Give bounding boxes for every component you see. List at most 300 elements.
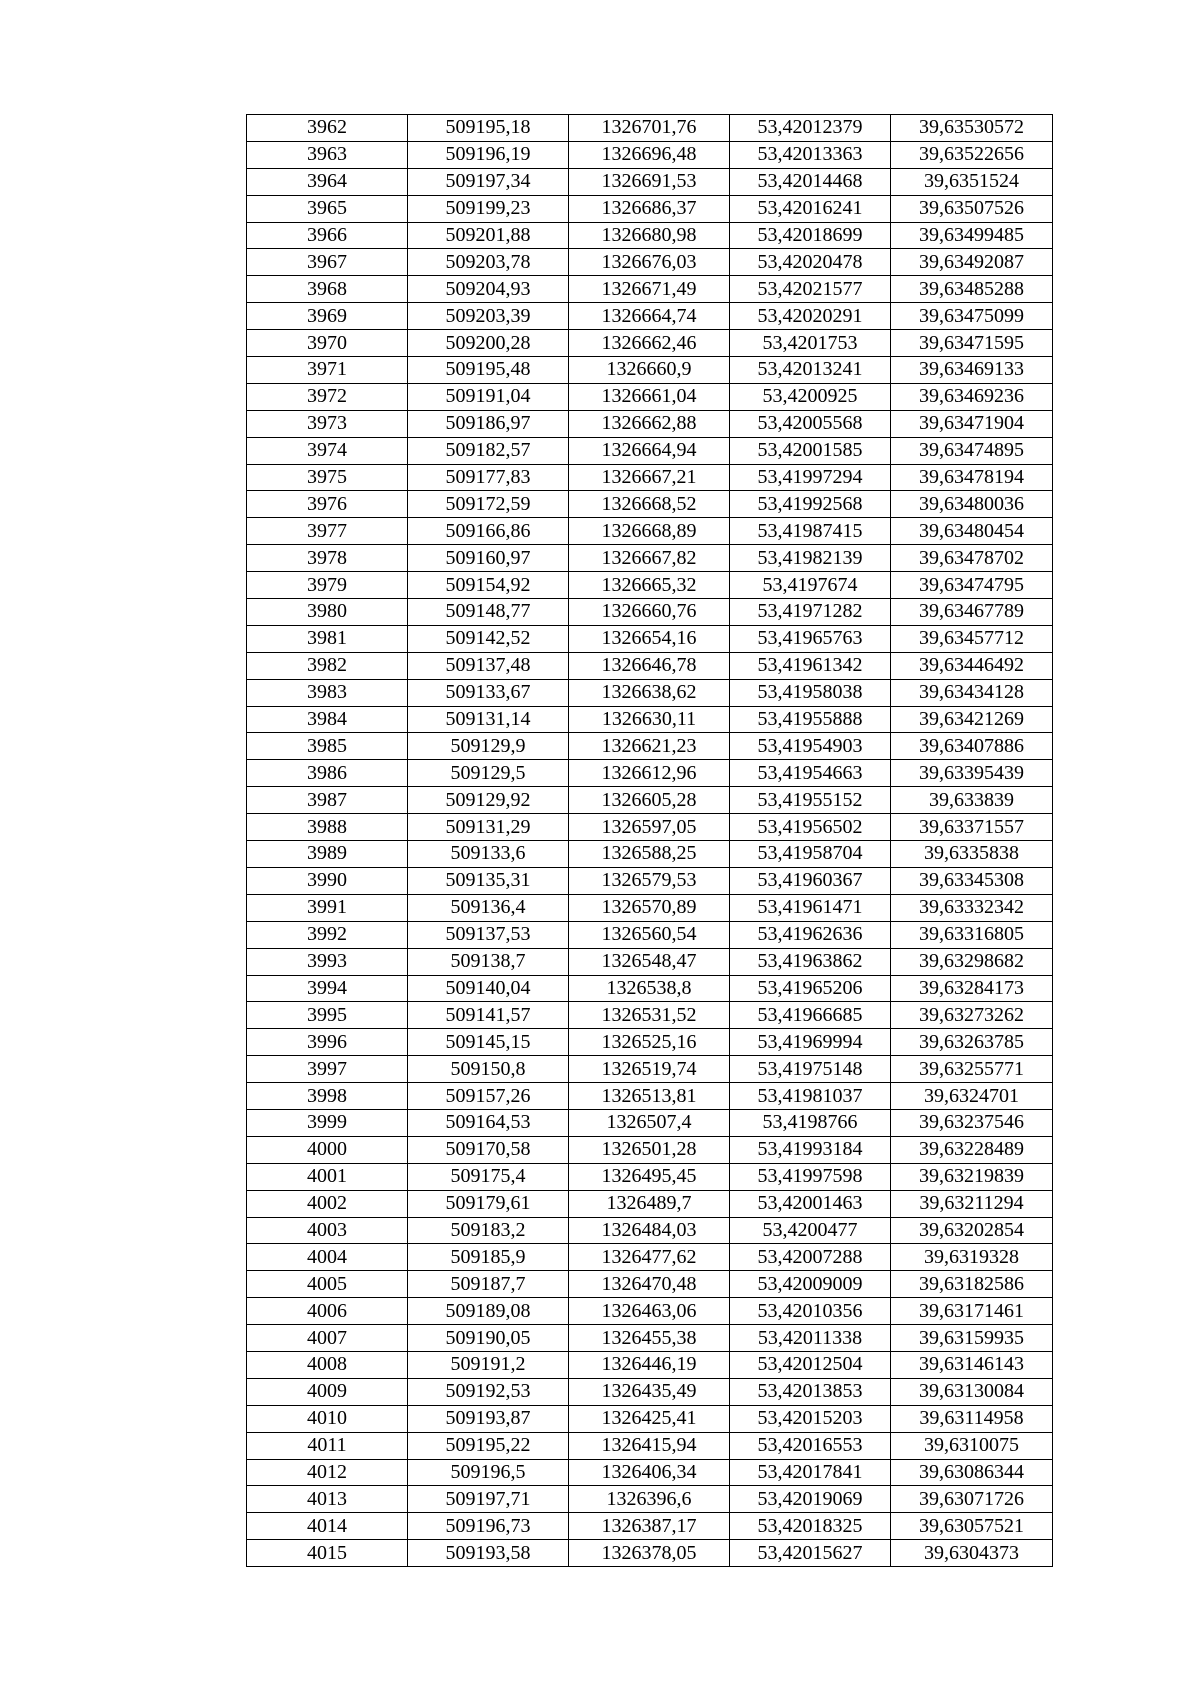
cell-y: 1326525,16: [569, 1029, 730, 1056]
cell-y: 1326664,74: [569, 303, 730, 330]
cell-lon: 39,63469236: [891, 383, 1053, 410]
cell-x: 509142,52: [408, 625, 569, 652]
cell-point: 3981: [247, 625, 408, 652]
cell-lon: 39,63130084: [891, 1378, 1053, 1405]
cell-lon: 39,63421269: [891, 706, 1053, 733]
cell-x: 509160,97: [408, 545, 569, 572]
cell-point: 3991: [247, 894, 408, 921]
table-row: [247, 545, 1053, 572]
cell-y: 1326597,05: [569, 814, 730, 841]
cell-lon: 39,63211294: [891, 1190, 1053, 1217]
cell-lon: 39,63485288: [891, 276, 1053, 303]
table-row: [247, 733, 1053, 760]
cell-y: 1326662,46: [569, 330, 730, 357]
cell-lon: 39,6351524: [891, 168, 1053, 195]
cell-y: 1326696,48: [569, 141, 730, 168]
cell-lat: 53,41961342: [730, 652, 891, 679]
cell-lon: 39,633839: [891, 787, 1053, 814]
cell-lat: 53,41966685: [730, 1002, 891, 1029]
cell-y: 1326638,62: [569, 679, 730, 706]
cell-x: 509183,2: [408, 1217, 569, 1244]
table-row: [247, 1351, 1053, 1378]
cell-point: 3973: [247, 410, 408, 437]
table-row: [247, 330, 1053, 357]
cell-x: 509191,2: [408, 1351, 569, 1378]
cell-lon: 39,63202854: [891, 1217, 1053, 1244]
cell-lat: 53,41965206: [730, 975, 891, 1002]
cell-point: 3965: [247, 195, 408, 222]
cell-point: 3983: [247, 679, 408, 706]
cell-x: 509196,73: [408, 1513, 569, 1540]
cell-lon: 39,63492087: [891, 249, 1053, 276]
cell-lon: 39,6324701: [891, 1083, 1053, 1110]
cell-point: 3997: [247, 1056, 408, 1083]
cell-y: 1326665,32: [569, 572, 730, 599]
cell-lat: 53,42020291: [730, 303, 891, 330]
cell-lon: 39,6319328: [891, 1244, 1053, 1271]
cell-lat: 53,41997598: [730, 1163, 891, 1190]
cell-point: 3993: [247, 948, 408, 975]
cell-lon: 39,63530572: [891, 115, 1053, 142]
cell-point: 4015: [247, 1540, 408, 1567]
cell-lat: 53,42011338: [730, 1325, 891, 1352]
cell-y: 1326667,82: [569, 545, 730, 572]
cell-lat: 53,4201753: [730, 330, 891, 357]
table-row: [247, 276, 1053, 303]
cell-y: 1326396,6: [569, 1486, 730, 1513]
table-row: [247, 141, 1053, 168]
table-row: [247, 1405, 1053, 1432]
cell-x: 509154,92: [408, 572, 569, 599]
cell-lon: 39,63469133: [891, 357, 1053, 384]
cell-lon: 39,63457712: [891, 625, 1053, 652]
cell-y: 1326495,45: [569, 1163, 730, 1190]
cell-lat: 53,41958704: [730, 841, 891, 868]
cell-y: 1326668,52: [569, 491, 730, 518]
cell-lon: 39,63237546: [891, 1109, 1053, 1136]
cell-point: 3986: [247, 760, 408, 787]
cell-y: 1326671,49: [569, 276, 730, 303]
cell-point: 3978: [247, 545, 408, 572]
table-row: [247, 1056, 1053, 1083]
cell-point: 3976: [247, 491, 408, 518]
cell-lat: 53,42009009: [730, 1271, 891, 1298]
cell-y: 1326501,28: [569, 1136, 730, 1163]
cell-lat: 53,4198766: [730, 1109, 891, 1136]
cell-lat: 53,42005568: [730, 410, 891, 437]
table-row: [247, 867, 1053, 894]
cell-lon: 39,63446492: [891, 652, 1053, 679]
cell-point: 4004: [247, 1244, 408, 1271]
cell-y: 1326484,03: [569, 1217, 730, 1244]
cell-lat: 53,42012379: [730, 115, 891, 142]
table-row: [247, 1513, 1053, 1540]
cell-lon: 39,63228489: [891, 1136, 1053, 1163]
cell-y: 1326406,34: [569, 1459, 730, 1486]
cell-lon: 39,63086344: [891, 1459, 1053, 1486]
cell-y: 1326378,05: [569, 1540, 730, 1567]
table-row: [247, 652, 1053, 679]
cell-x: 509192,53: [408, 1378, 569, 1405]
cell-y: 1326455,38: [569, 1325, 730, 1352]
table-row: [247, 1029, 1053, 1056]
cell-lon: 39,63219839: [891, 1163, 1053, 1190]
cell-lon: 39,63395439: [891, 760, 1053, 787]
cell-y: 1326489,7: [569, 1190, 730, 1217]
cell-lat: 53,42015627: [730, 1540, 891, 1567]
cell-lon: 39,63467789: [891, 599, 1053, 626]
cell-lat: 53,42013363: [730, 141, 891, 168]
table-row: [247, 572, 1053, 599]
table-row: [247, 168, 1053, 195]
cell-x: 509177,83: [408, 464, 569, 491]
cell-x: 509157,26: [408, 1083, 569, 1110]
cell-x: 509193,87: [408, 1405, 569, 1432]
cell-lon: 39,63071726: [891, 1486, 1053, 1513]
table-row: [247, 706, 1053, 733]
table-row: [247, 410, 1053, 437]
cell-lat: 53,42001463: [730, 1190, 891, 1217]
cell-point: 4013: [247, 1486, 408, 1513]
cell-y: 1326470,48: [569, 1271, 730, 1298]
cell-lat: 53,42015203: [730, 1405, 891, 1432]
cell-lon: 39,63057521: [891, 1513, 1053, 1540]
cell-lon: 39,63474795: [891, 572, 1053, 599]
cell-point: 3999: [247, 1109, 408, 1136]
cell-x: 509195,22: [408, 1432, 569, 1459]
cell-point: 4007: [247, 1325, 408, 1352]
table-row: [247, 1459, 1053, 1486]
table-row: [247, 115, 1053, 142]
cell-y: 1326660,76: [569, 599, 730, 626]
table-row: [247, 921, 1053, 948]
cell-x: 509150,8: [408, 1056, 569, 1083]
cell-x: 509179,61: [408, 1190, 569, 1217]
cell-lon: 39,63478194: [891, 464, 1053, 491]
cell-y: 1326570,89: [569, 894, 730, 921]
cell-lat: 53,41965763: [730, 625, 891, 652]
cell-lat: 53,41981037: [730, 1083, 891, 1110]
cell-lon: 39,63522656: [891, 141, 1053, 168]
cell-point: 3995: [247, 1002, 408, 1029]
cell-lon: 39,63507526: [891, 195, 1053, 222]
table-row: [247, 222, 1053, 249]
cell-x: 509166,86: [408, 518, 569, 545]
cell-y: 1326691,53: [569, 168, 730, 195]
cell-lat: 53,42017841: [730, 1459, 891, 1486]
cell-point: 4012: [247, 1459, 408, 1486]
cell-point: 3992: [247, 921, 408, 948]
cell-x: 509200,28: [408, 330, 569, 357]
table-row: [247, 383, 1053, 410]
cell-lat: 53,4197674: [730, 572, 891, 599]
table-row: [247, 1378, 1053, 1405]
cell-y: 1326548,47: [569, 948, 730, 975]
cell-lat: 53,41962636: [730, 921, 891, 948]
cell-lat: 53,41997294: [730, 464, 891, 491]
cell-lat: 53,41958038: [730, 679, 891, 706]
cell-lon: 39,63478702: [891, 545, 1053, 572]
cell-point: 3971: [247, 357, 408, 384]
table-row: [247, 1244, 1053, 1271]
cell-lon: 39,63182586: [891, 1271, 1053, 1298]
cell-point: 3970: [247, 330, 408, 357]
cell-x: 509135,31: [408, 867, 569, 894]
cell-point: 3982: [247, 652, 408, 679]
cell-lon: 39,63480454: [891, 518, 1053, 545]
cell-x: 509203,78: [408, 249, 569, 276]
cell-point: 3989: [247, 841, 408, 868]
cell-lon: 39,63499485: [891, 222, 1053, 249]
table-row: [247, 1163, 1053, 1190]
cell-lat: 53,42018325: [730, 1513, 891, 1540]
table-row: [247, 787, 1053, 814]
cell-point: 4009: [247, 1378, 408, 1405]
cell-lon: 39,63273262: [891, 1002, 1053, 1029]
cell-lon: 39,63159935: [891, 1325, 1053, 1352]
cell-y: 1326668,89: [569, 518, 730, 545]
table-row: [247, 975, 1053, 1002]
cell-point: 3994: [247, 975, 408, 1002]
cell-lon: 39,63471595: [891, 330, 1053, 357]
cell-x: 509148,77: [408, 599, 569, 626]
cell-point: 3963: [247, 141, 408, 168]
cell-point: 3972: [247, 383, 408, 410]
cell-y: 1326387,17: [569, 1513, 730, 1540]
cell-x: 509193,58: [408, 1540, 569, 1567]
cell-lat: 53,42014468: [730, 168, 891, 195]
cell-point: 3962: [247, 115, 408, 142]
cell-lon: 39,6335838: [891, 841, 1053, 868]
table-row: [247, 894, 1053, 921]
table-row: [247, 679, 1053, 706]
cell-lat: 53,41969994: [730, 1029, 891, 1056]
cell-y: 1326660,9: [569, 357, 730, 384]
cell-y: 1326463,06: [569, 1298, 730, 1325]
cell-y: 1326477,62: [569, 1244, 730, 1271]
cell-y: 1326662,88: [569, 410, 730, 437]
cell-lat: 53,42019069: [730, 1486, 891, 1513]
table-row: [247, 1002, 1053, 1029]
coordinates-table-body: [247, 115, 1053, 1567]
cell-lat: 53,42016241: [730, 195, 891, 222]
cell-lon: 39,63298682: [891, 948, 1053, 975]
cell-point: 4011: [247, 1432, 408, 1459]
cell-x: 509203,39: [408, 303, 569, 330]
table-row: [247, 948, 1053, 975]
table-row: [247, 1190, 1053, 1217]
cell-y: 1326519,74: [569, 1056, 730, 1083]
table-row: [247, 599, 1053, 626]
cell-point: 3998: [247, 1083, 408, 1110]
cell-point: 4003: [247, 1217, 408, 1244]
table-row: [247, 814, 1053, 841]
cell-y: 1326415,94: [569, 1432, 730, 1459]
table-row: [247, 625, 1053, 652]
cell-point: 3987: [247, 787, 408, 814]
cell-lat: 53,41960367: [730, 867, 891, 894]
cell-point: 3967: [247, 249, 408, 276]
cell-point: 3984: [247, 706, 408, 733]
table-row: [247, 249, 1053, 276]
cell-lon: 39,63371557: [891, 814, 1053, 841]
cell-lon: 39,6310075: [891, 1432, 1053, 1459]
table-row: [247, 195, 1053, 222]
cell-y: 1326661,04: [569, 383, 730, 410]
table-row: [247, 1540, 1053, 1567]
cell-y: 1326605,28: [569, 787, 730, 814]
cell-lat: 53,41955888: [730, 706, 891, 733]
cell-x: 509196,5: [408, 1459, 569, 1486]
cell-x: 509137,48: [408, 652, 569, 679]
cell-lat: 53,41963862: [730, 948, 891, 975]
cell-point: 3980: [247, 599, 408, 626]
table-row: [247, 357, 1053, 384]
cell-x: 509197,34: [408, 168, 569, 195]
cell-lon: 39,63284173: [891, 975, 1053, 1002]
cell-y: 1326513,81: [569, 1083, 730, 1110]
cell-y: 1326701,76: [569, 115, 730, 142]
cell-lon: 39,63471904: [891, 410, 1053, 437]
table-row: [247, 491, 1053, 518]
table-row: [247, 1271, 1053, 1298]
cell-lon: 39,63255771: [891, 1056, 1053, 1083]
cell-y: 1326664,94: [569, 437, 730, 464]
cell-y: 1326435,49: [569, 1378, 730, 1405]
cell-lat: 53,42016553: [730, 1432, 891, 1459]
coordinates-table: [246, 114, 1053, 1567]
cell-lat: 53,42013853: [730, 1378, 891, 1405]
cell-x: 509187,7: [408, 1271, 569, 1298]
cell-x: 509145,15: [408, 1029, 569, 1056]
cell-x: 509137,53: [408, 921, 569, 948]
table-row: [247, 1136, 1053, 1163]
cell-lat: 53,41956502: [730, 814, 891, 841]
cell-point: 3996: [247, 1029, 408, 1056]
cell-point: 4001: [247, 1163, 408, 1190]
table-row: [247, 1325, 1053, 1352]
cell-x: 509186,97: [408, 410, 569, 437]
cell-lon: 39,63316805: [891, 921, 1053, 948]
cell-lon: 39,63146143: [891, 1351, 1053, 1378]
cell-x: 509189,08: [408, 1298, 569, 1325]
cell-lon: 39,63474895: [891, 437, 1053, 464]
cell-point: 3969: [247, 303, 408, 330]
cell-lat: 53,4200477: [730, 1217, 891, 1244]
cell-lat: 53,42020478: [730, 249, 891, 276]
cell-lat: 53,41961471: [730, 894, 891, 921]
cell-x: 509170,58: [408, 1136, 569, 1163]
cell-lat: 53,4200925: [730, 383, 891, 410]
cell-point: 4005: [247, 1271, 408, 1298]
cell-x: 509195,48: [408, 357, 569, 384]
cell-y: 1326654,16: [569, 625, 730, 652]
cell-y: 1326531,52: [569, 1002, 730, 1029]
cell-point: 3985: [247, 733, 408, 760]
cell-point: 4008: [247, 1351, 408, 1378]
cell-lat: 53,42010356: [730, 1298, 891, 1325]
cell-lat: 53,42001585: [730, 437, 891, 464]
cell-point: 3990: [247, 867, 408, 894]
cell-lat: 53,41975148: [730, 1056, 891, 1083]
table-row: [247, 303, 1053, 330]
cell-x: 509131,29: [408, 814, 569, 841]
cell-lat: 53,42012504: [730, 1351, 891, 1378]
cell-y: 1326507,4: [569, 1109, 730, 1136]
cell-y: 1326560,54: [569, 921, 730, 948]
cell-lon: 39,63263785: [891, 1029, 1053, 1056]
cell-lon: 39,63171461: [891, 1298, 1053, 1325]
cell-x: 509129,9: [408, 733, 569, 760]
cell-lat: 53,41993184: [730, 1136, 891, 1163]
cell-point: 4014: [247, 1513, 408, 1540]
cell-y: 1326676,03: [569, 249, 730, 276]
table-row: [247, 1432, 1053, 1459]
cell-point: 4002: [247, 1190, 408, 1217]
cell-lat: 53,42007288: [730, 1244, 891, 1271]
cell-lon: 39,63345308: [891, 867, 1053, 894]
cell-lat: 53,41987415: [730, 518, 891, 545]
cell-y: 1326538,8: [569, 975, 730, 1002]
cell-lon: 39,63114958: [891, 1405, 1053, 1432]
table-row: [247, 760, 1053, 787]
cell-lat: 53,41954903: [730, 733, 891, 760]
table-row: [247, 1109, 1053, 1136]
table-row: [247, 841, 1053, 868]
cell-lon: 39,63332342: [891, 894, 1053, 921]
cell-x: 509197,71: [408, 1486, 569, 1513]
cell-lat: 53,41992568: [730, 491, 891, 518]
cell-x: 509138,7: [408, 948, 569, 975]
cell-y: 1326612,96: [569, 760, 730, 787]
cell-y: 1326579,53: [569, 867, 730, 894]
table-row: [247, 1217, 1053, 1244]
cell-x: 509164,53: [408, 1109, 569, 1136]
cell-x: 509131,14: [408, 706, 569, 733]
cell-x: 509195,18: [408, 115, 569, 142]
cell-y: 1326680,98: [569, 222, 730, 249]
cell-lat: 53,41954663: [730, 760, 891, 787]
table-row: [247, 437, 1053, 464]
cell-point: 3979: [247, 572, 408, 599]
cell-lat: 53,42018699: [730, 222, 891, 249]
cell-lon: 39,63475099: [891, 303, 1053, 330]
cell-y: 1326621,23: [569, 733, 730, 760]
cell-y: 1326446,19: [569, 1351, 730, 1378]
cell-lat: 53,41955152: [730, 787, 891, 814]
cell-x: 509201,88: [408, 222, 569, 249]
table-row: [247, 1486, 1053, 1513]
cell-x: 509129,5: [408, 760, 569, 787]
cell-point: 3988: [247, 814, 408, 841]
table-row: [247, 518, 1053, 545]
cell-x: 509172,59: [408, 491, 569, 518]
cell-point: 3964: [247, 168, 408, 195]
cell-x: 509133,67: [408, 679, 569, 706]
cell-point: 3977: [247, 518, 408, 545]
cell-x: 509175,4: [408, 1163, 569, 1190]
cell-x: 509185,9: [408, 1244, 569, 1271]
cell-y: 1326686,37: [569, 195, 730, 222]
cell-lat: 53,42013241: [730, 357, 891, 384]
cell-x: 509136,4: [408, 894, 569, 921]
cell-point: 3974: [247, 437, 408, 464]
cell-point: 4010: [247, 1405, 408, 1432]
cell-y: 1326425,41: [569, 1405, 730, 1432]
cell-lat: 53,42021577: [730, 276, 891, 303]
cell-point: 4000: [247, 1136, 408, 1163]
cell-x: 509140,04: [408, 975, 569, 1002]
